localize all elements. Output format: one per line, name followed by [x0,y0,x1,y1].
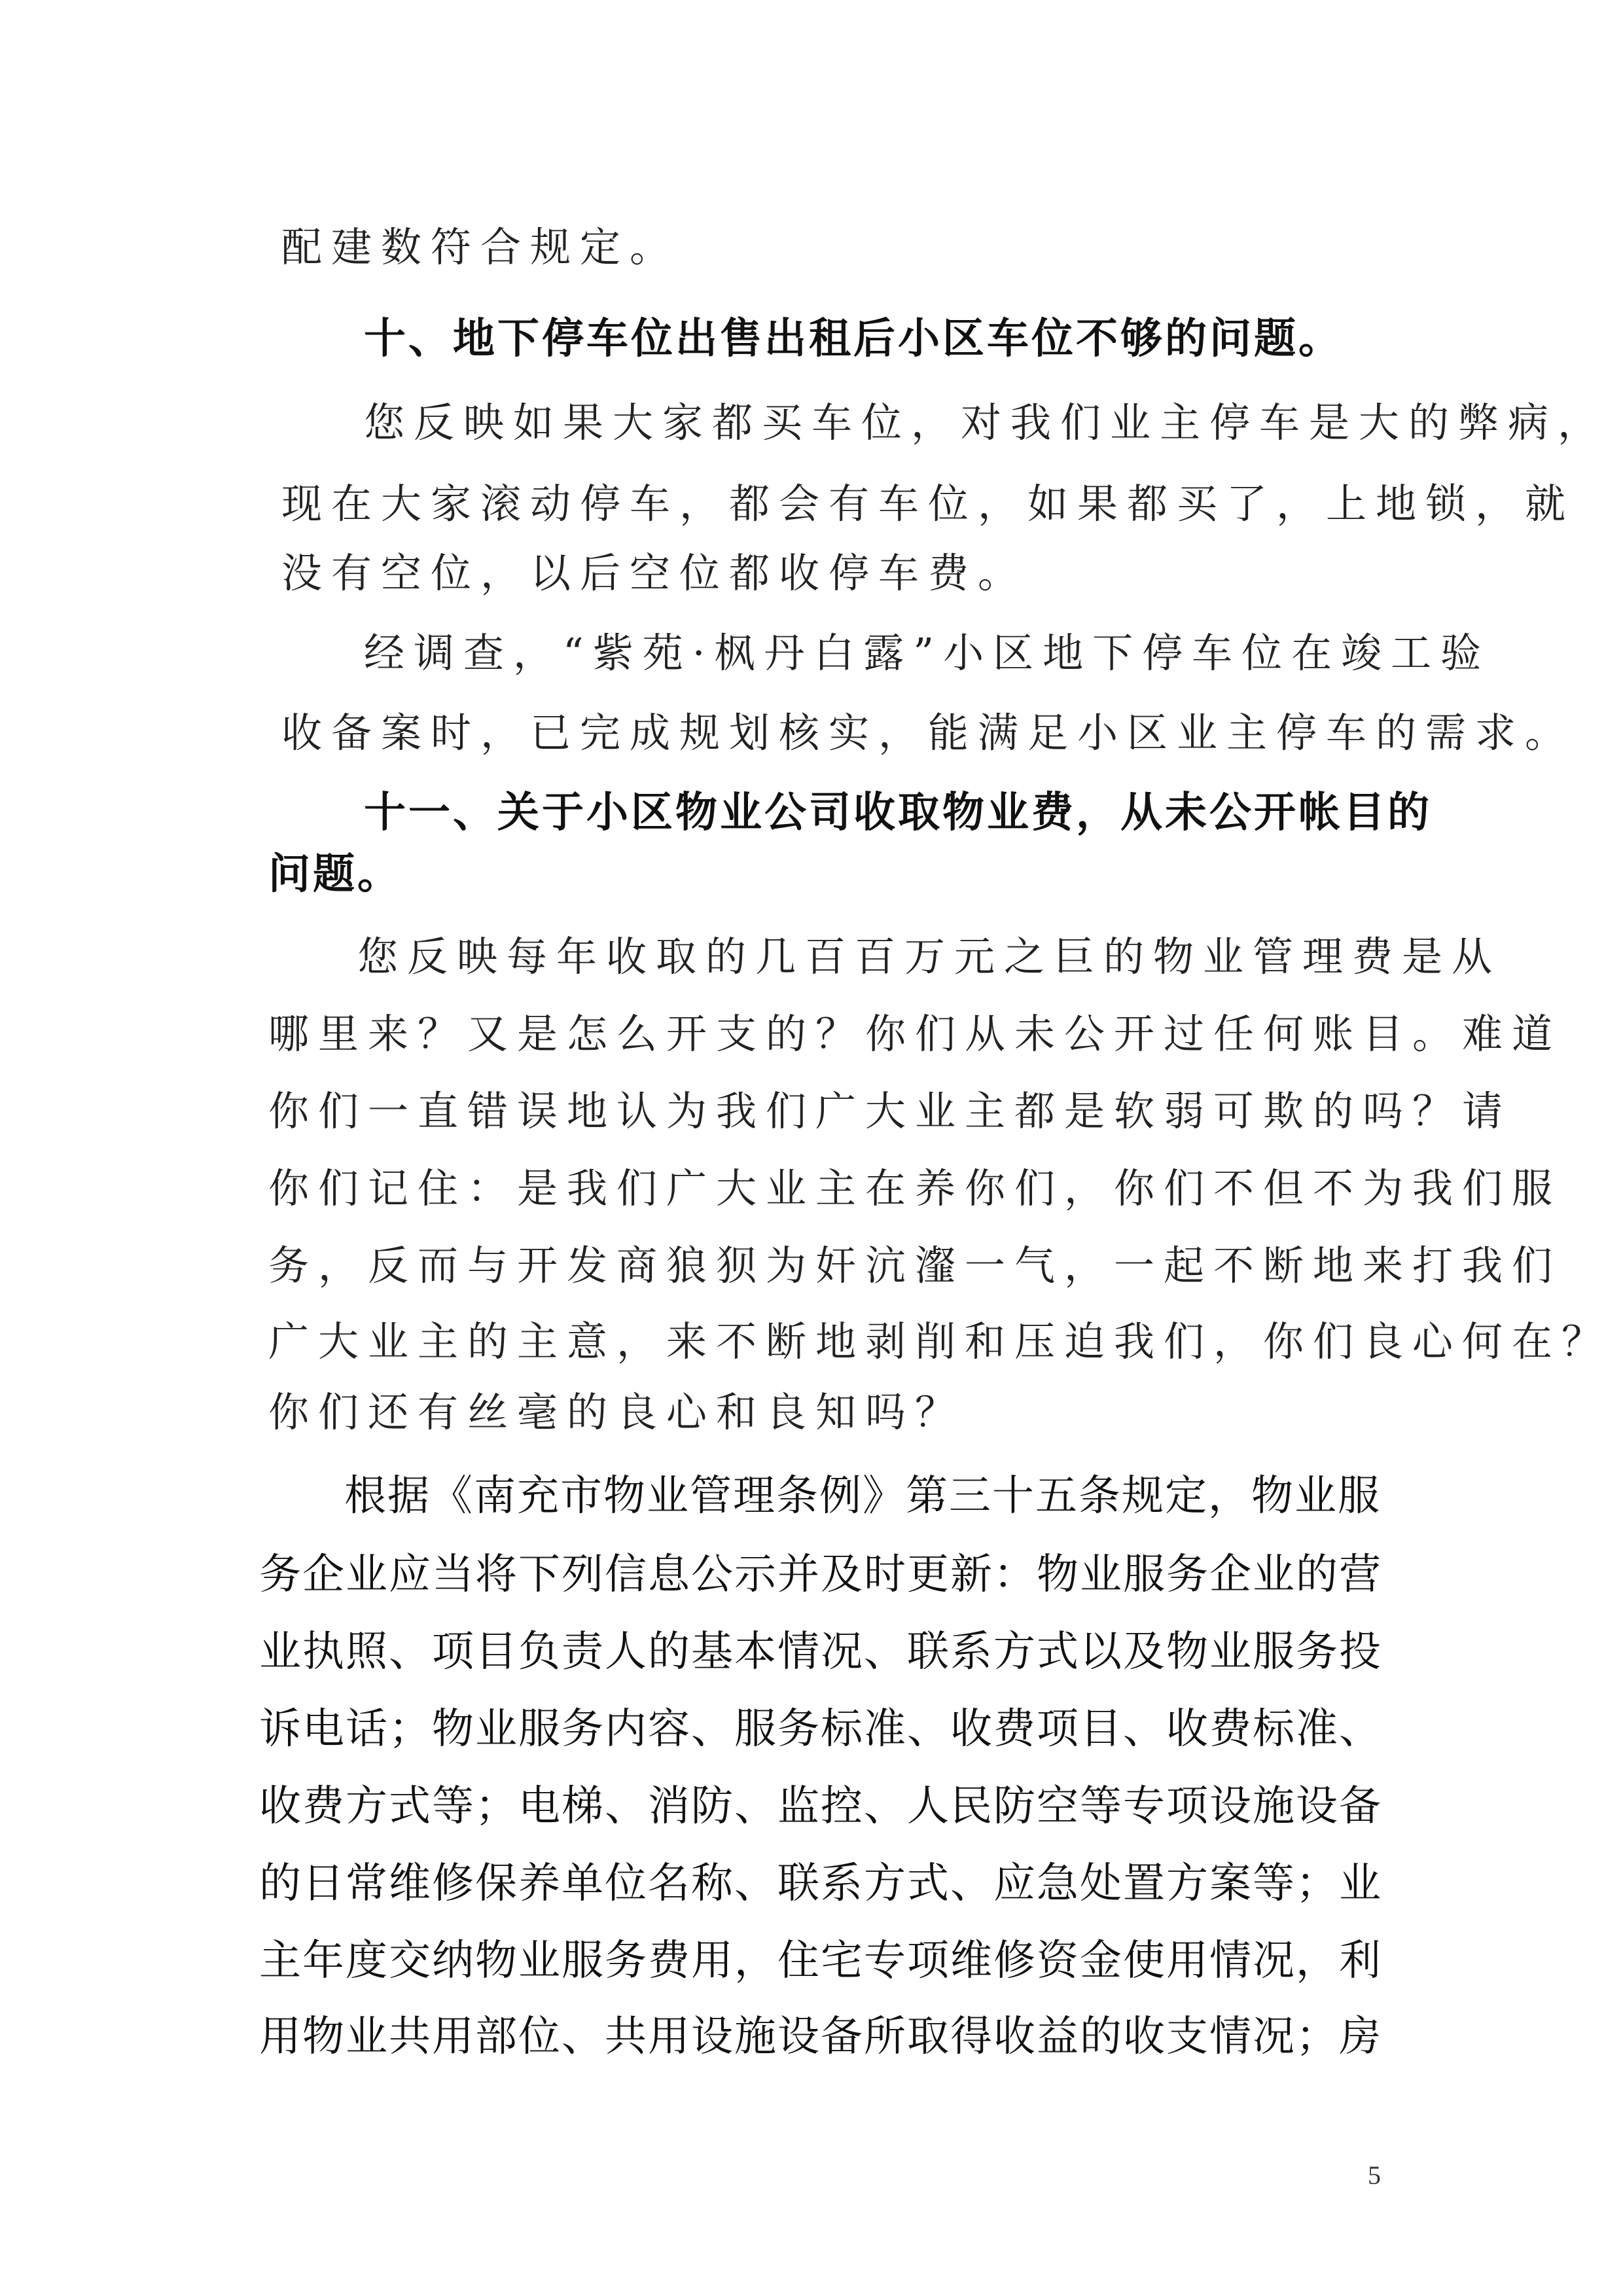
text-line: 你们一直错误地认为我们广大业主都是软弱可欺的吗？请 [268,1087,1512,1135]
text-line: 主年度交纳物业服务费用，住宅专项维修资金使用情况，利 [259,1937,1382,1985]
scan-watermark [772,2276,851,2288]
text-line: 业执照、项目负责人的基本情况、联系方式以及物业服务投 [259,1628,1382,1676]
text-line: 你们记住：是我们广大业主在养你们，你们不但不为我们服 [268,1164,1562,1212]
text-line: 现在大家滚动停车，都会有车位，如果都买了，上地锁，就 [281,480,1575,528]
text-line: 经调查，“紫苑·枫丹白露”小区地下停车位在竣工验 [364,629,1491,677]
text-line: 广大业主的主意，来不断地剥削和压迫我们，你们良心何在？ [268,1318,1612,1365]
text-line: 哪里来？又是怎么开支的？你们从未公开过任何账目。难道 [268,1010,1562,1058]
text-line: 收备案时，已完成规划核实，能满足小区业主停车的需求。 [281,709,1575,757]
text-line: 您反映如果大家都买车位，对我们业主停车是大的弊病， [364,399,1608,446]
text-line: 根据《南充市物业管理条例》第三十五条规定，物业服 [344,1472,1381,1520]
text-line: 务，反而与开发商狼狈为奸沆瀣一气，一起不断地来打我们 [268,1242,1562,1289]
text-line: 你们还有丝毫的良心和良知吗？ [268,1388,965,1436]
text-line: 诉电话；物业服务内容、服务标准、收费项目、收费标准、 [259,1705,1382,1753]
section-heading-eleven-cont: 问题。 [268,850,402,899]
text-line: 您反映每年收取的几百百万元之巨的物业管理费是从 [357,933,1502,980]
section-heading-ten: 十、地下停车位出售出租后小区车位不够的问题。 [364,315,1343,363]
text-line: 配建数符合规定。 [281,223,680,271]
text-line: 没有空位，以后空位都收停车费。 [281,549,1028,597]
text-line: 的日常维修保养单位名称、联系方式、应急处置方案等；业 [259,1859,1382,1908]
text-line: 务企业应当将下列信息公示并及时更新：物业服务企业的营 [259,1551,1382,1599]
page-number: 5 [1368,2161,1381,2190]
text-line: 用物业共用部位、共用设施设备所取得收益的收支情况；房 [259,2013,1382,2061]
section-heading-eleven: 十一、关于小区物业公司收取物业费，从未公开帐目的 [364,789,1432,837]
text-line: 收费方式等；电梯、消防、监控、人民防空等专项设施设备 [259,1782,1382,1831]
